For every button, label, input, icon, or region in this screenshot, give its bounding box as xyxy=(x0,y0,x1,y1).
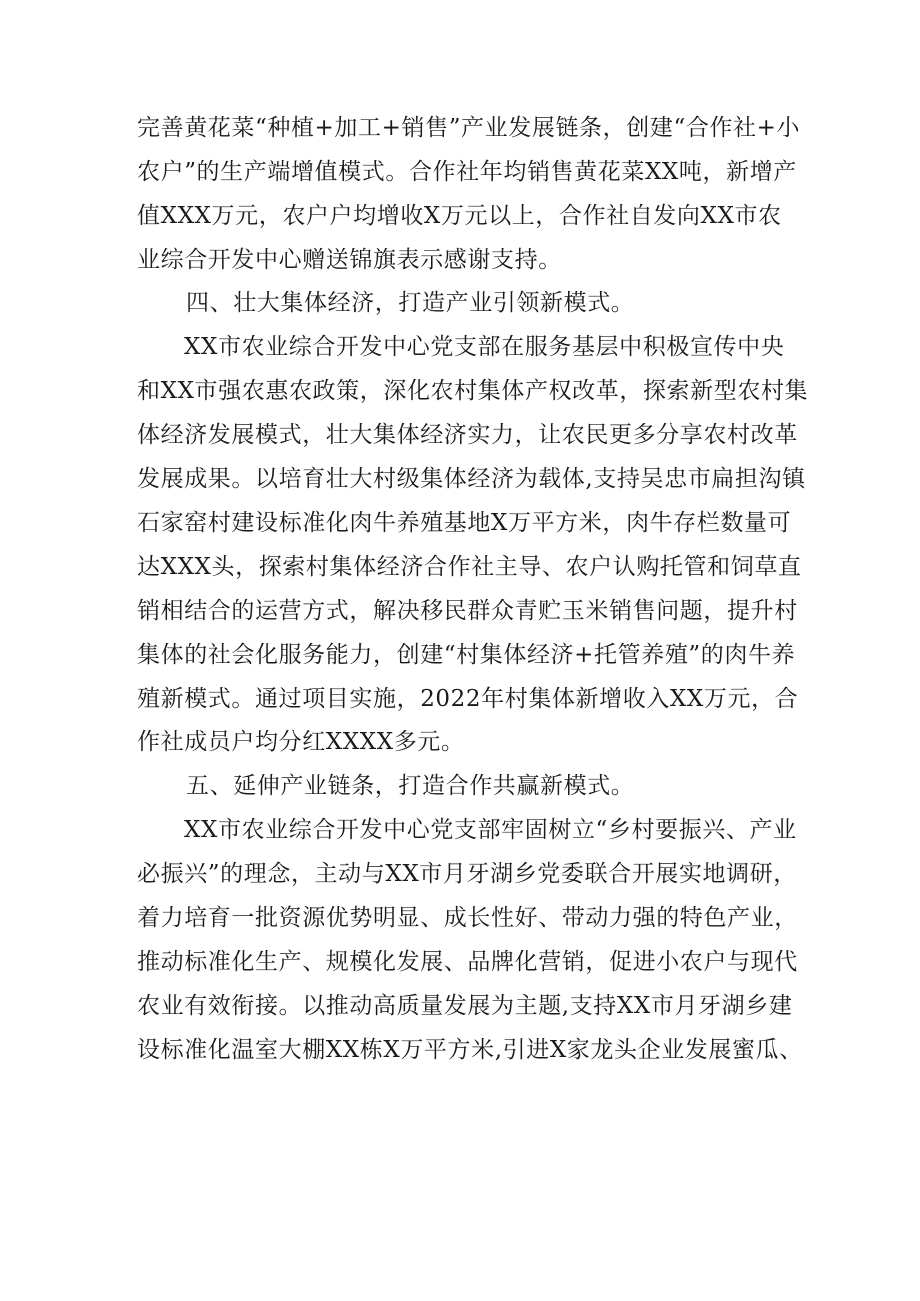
text-line: 农户”的生产端增值模式。合作社年均销售黄花菜XX吨，新增产 xyxy=(137,159,797,185)
text-line: 设标准化温室大棚XX栋X万平方米,引进X家龙头企业发展蜜瓜、 xyxy=(137,1037,803,1063)
text-line: 集体的社会化服务能力，创建“村集体经济+托管养殖”的肉牛养 xyxy=(137,642,796,668)
text-line: 殖新模式。通过项目实施，2022年村集体新增收入XX万元，合 xyxy=(137,686,799,712)
text-line: 和XX市强农惠农政策，深化农村集体产权改革，探索新型农村集 xyxy=(137,378,809,404)
text-line: 作社成员户均分红XXXX多元。 xyxy=(137,729,465,755)
text-line: 着力培育一批资源优势明显、成长性好、带动力强的特色产业， xyxy=(137,905,798,931)
text-line: 体经济发展模式，壮大集体经济实力，让农民更多分享农村改革 xyxy=(137,422,798,448)
text-line: 完善黄花菜“种植+加工+销售”产业发展链条，创建“合作社+小 xyxy=(137,115,801,141)
text-line: 销相结合的运营方式，解决移民群众青贮玉米销售问题，提升村 xyxy=(137,598,798,624)
text-line: XX市农业综合开发中心党支部牢固树立“乡村要振兴、产业 xyxy=(184,817,797,843)
text-line: 石家窑村建设标准化肉牛养殖基地X万平方米，肉牛存栏数量可 xyxy=(137,510,792,536)
text-line: 农业有效衔接。以推动高质量发展为主题,支持XX市月牙湖乡建 xyxy=(137,993,793,1019)
text-line: 推动标准化生产、规模化发展、品牌化营销，促进小农户与现代 xyxy=(137,949,798,975)
text-line: 发展成果。以培育壮大村级集体经济为载体,支持吴忠市扁担沟镇 xyxy=(137,466,806,492)
text-line: 达XXX头，探索村集体经济合作社主导、农户认购托管和饲草直 xyxy=(137,554,802,580)
section-heading: 四、壮大集体经济，打造产业引领新模式。 xyxy=(186,290,635,316)
text-line: 业综合开发中心赠送锦旗表示感谢支持。 xyxy=(137,247,562,273)
text-line: 值XXX万元，农户户均增收X万元以上，合作社自发向XX市农 xyxy=(137,203,782,229)
section-heading: 五、延伸产业链条，打造合作共赢新模式。 xyxy=(186,773,635,799)
text-line: XX市农业综合开发中心党支部在服务基层中积极宣传中央 xyxy=(184,334,785,360)
text-line: 必振兴”的理念，主动与XX市月牙湖乡党委联合开展实地调研， xyxy=(137,861,797,887)
